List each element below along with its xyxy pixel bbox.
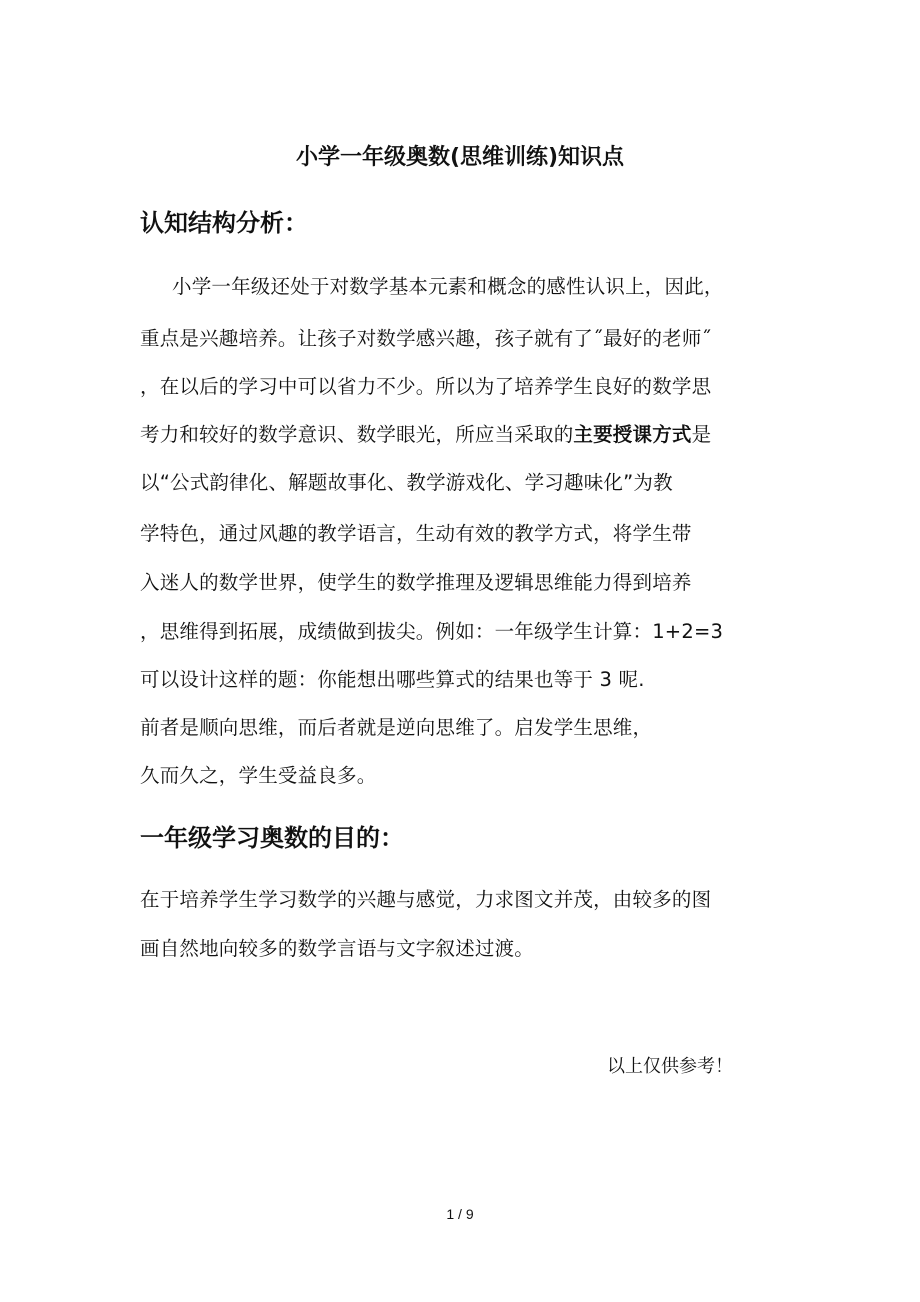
paragraph-line-with-emphasis	[140, 419, 711, 447]
page-number: 1 / 9	[446, 1206, 474, 1222]
paragraph-line: 学特色，通过风趣的教学语言，生动有效的教学方式，将学生带	[140, 522, 692, 545]
document-title: 小学一年级奥数(思维训练)知识点	[295, 145, 625, 170]
paragraph-line: 在于培养学生学习数学的兴趣与感觉，力求图文并茂，由较多的图	[140, 888, 712, 911]
paragraph-line: 前者是顺向思维，而后者就是逆向思维了。启发学生思维，	[140, 716, 653, 739]
emphasis-text: 主要授课方式	[573, 423, 692, 446]
text-segment: 是	[691, 423, 712, 446]
paragraph-line: 小学一年级还处于对数学基本元素和概念的感性认识上，因此，	[172, 275, 724, 298]
paragraph-line: ，思维得到拓展，成绩做到拔尖。例如：一年级学生计算：1+2=3	[140, 620, 724, 643]
paragraph-line: 重点是兴趣培养。让孩子对数学感兴趣，孩子就有了˝最好的老师˝	[140, 327, 712, 350]
closing-note: 以上仅供参考！	[607, 1056, 733, 1077]
paragraph-line: 可以设计这样的题：你能想出哪些算式的结果也等于 3 呢.	[140, 668, 645, 691]
paragraph-line: 久而久之，学生受益良多。	[140, 764, 377, 787]
paragraph-line: 以“公式韵律化、解题故事化、教学游戏化、学习趣味化”为教	[140, 471, 673, 494]
section-heading-purpose: 一年级学习奥数的目的：	[140, 824, 404, 852]
paragraph-line: 画自然地向较多的数学言语与文字叙述过渡。	[140, 937, 535, 960]
paragraph-line: 入迷人的数学世界，使学生的数学推理及逻辑思维能力得到培养	[140, 571, 692, 594]
section-heading-cognitive-structure: 认知结构分析：	[140, 209, 308, 237]
paragraph-line: ，在以后的学习中可以省力不少。所以为了培养学生良好的数学思	[140, 375, 712, 398]
text-segment: 考力和较好的数学意识、数学眼光，所应当采取的	[140, 423, 574, 446]
